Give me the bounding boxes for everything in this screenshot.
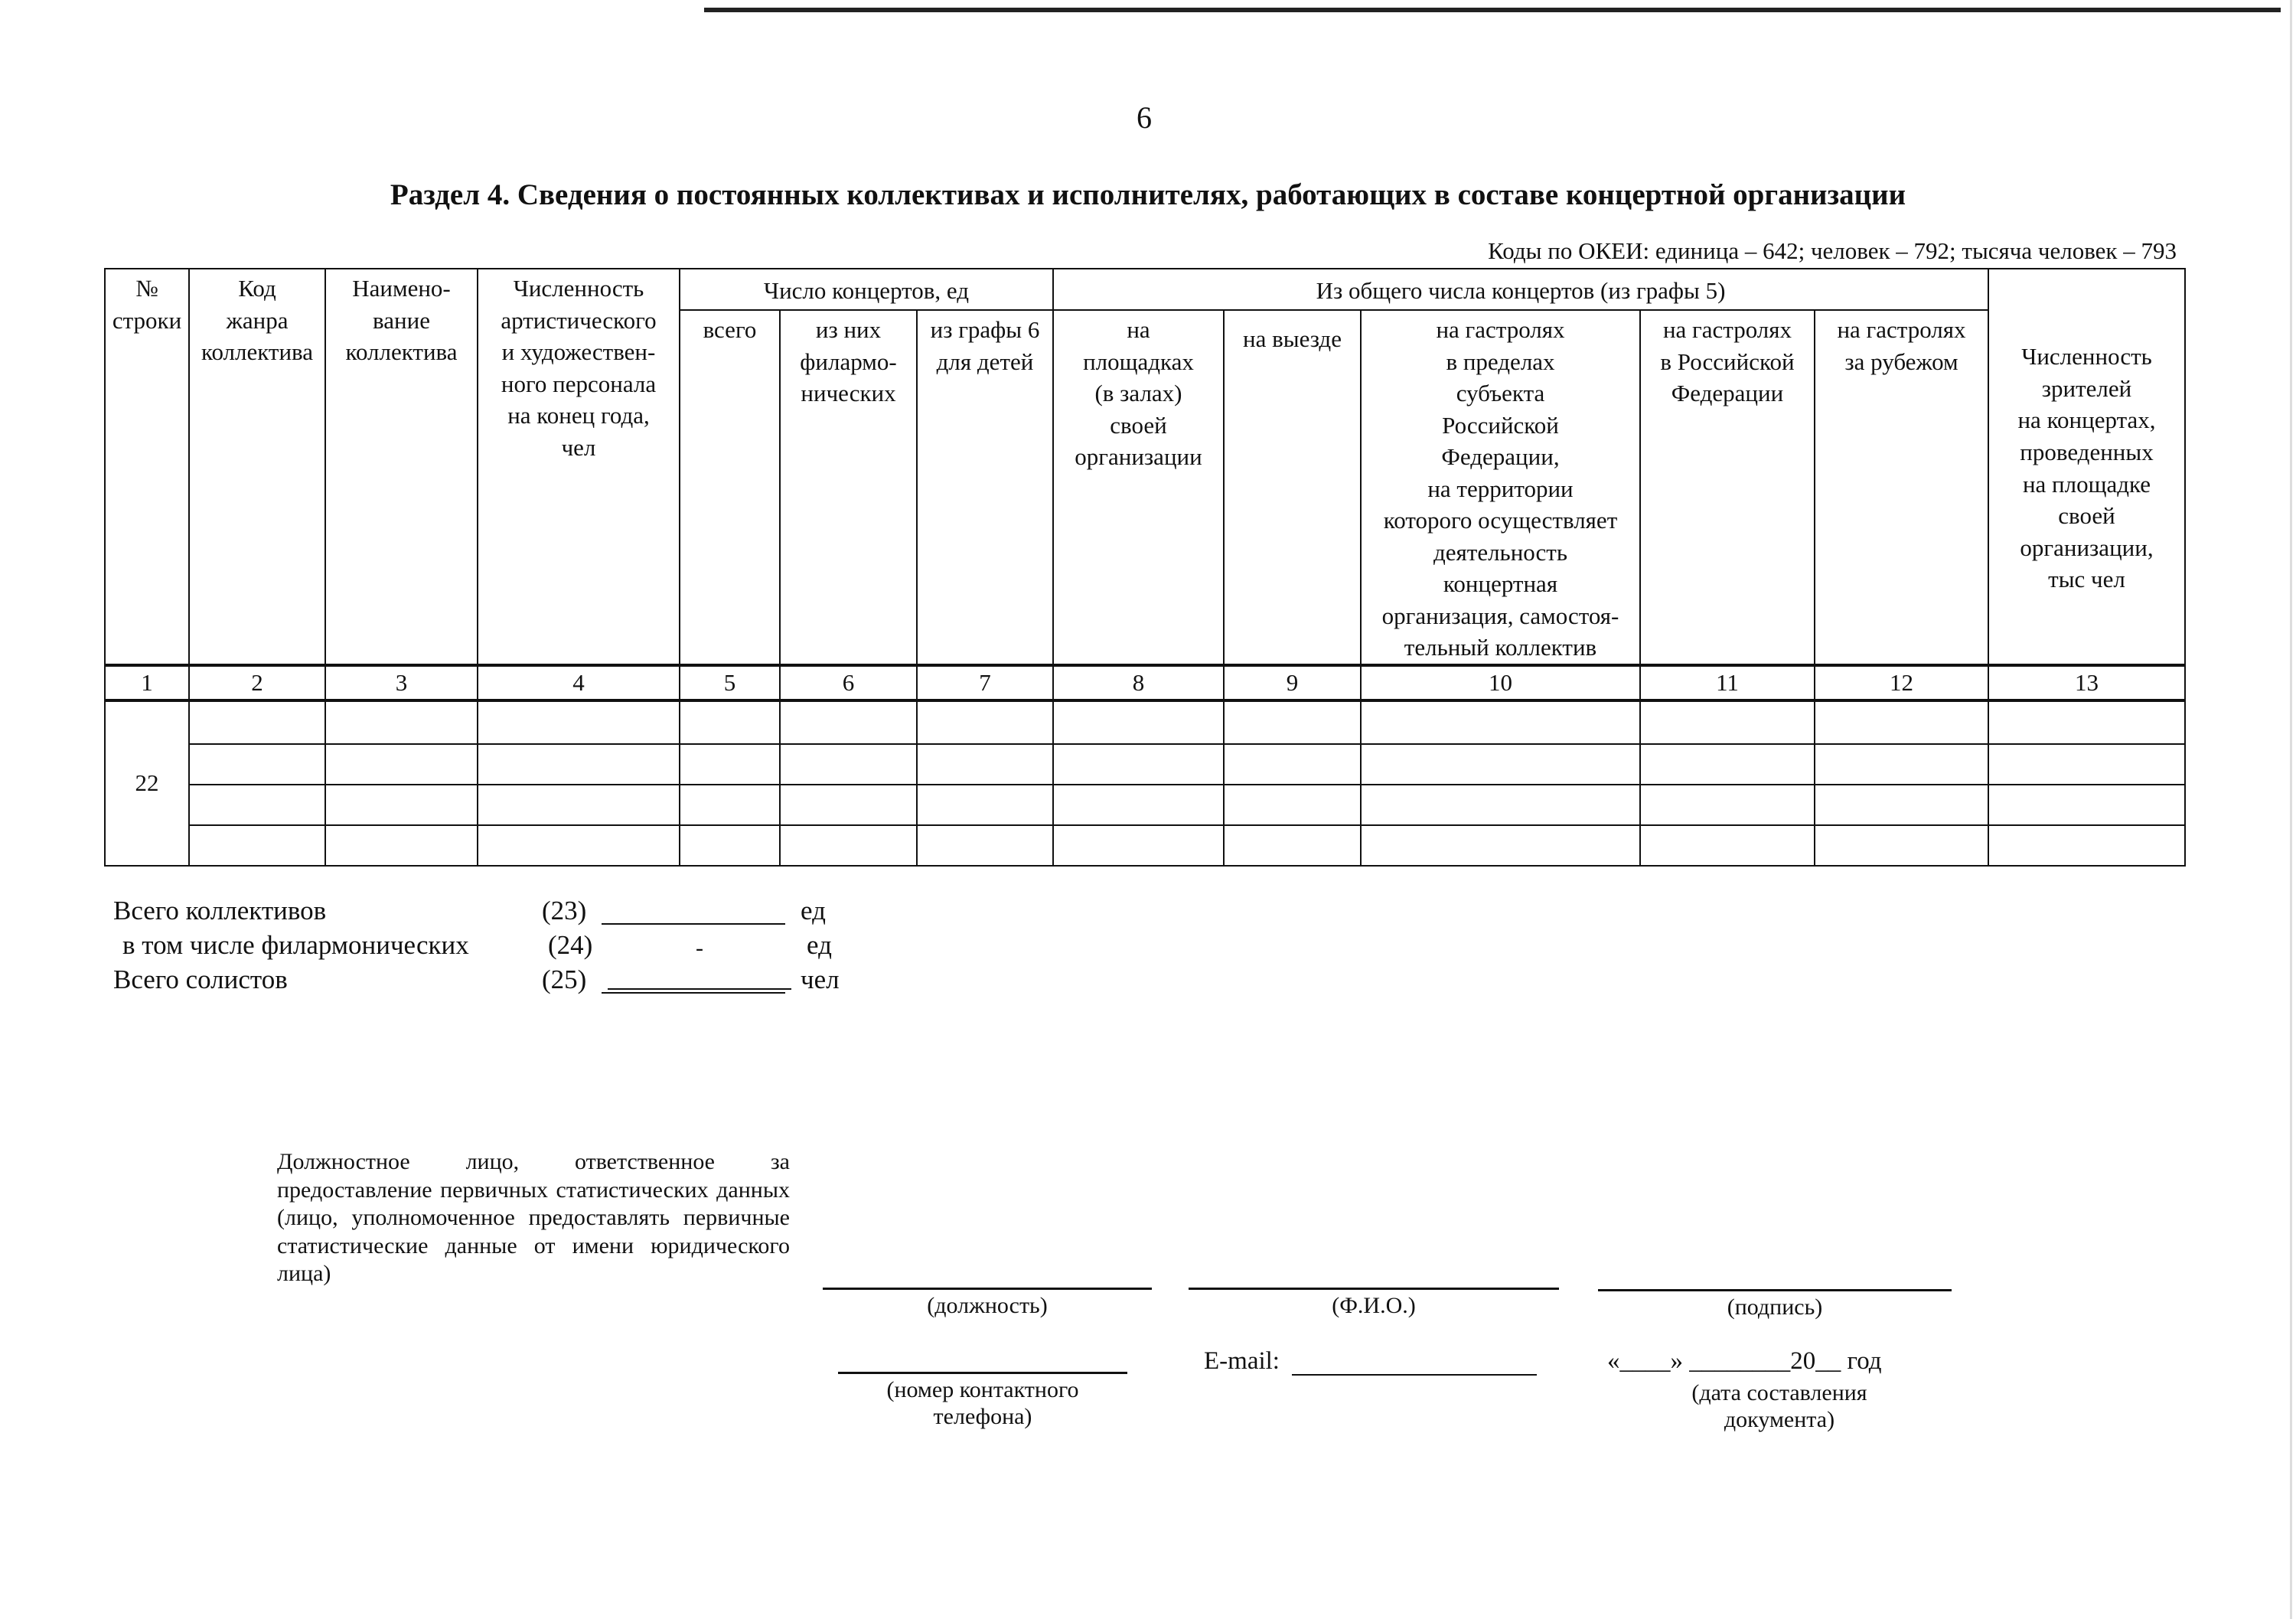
header-for-children	[917, 310, 1053, 665]
text-line: и художествен-	[501, 338, 656, 366]
total-label: Всего коллективов	[113, 896, 327, 925]
header-row-no	[105, 269, 189, 665]
text-line: площадках	[1083, 348, 1194, 375]
column-number: 10	[1361, 665, 1640, 700]
text-line: субъекта	[1456, 380, 1545, 407]
text-line: Численность	[513, 275, 644, 302]
total-unit: ед	[807, 930, 832, 960]
table-cell[interactable]	[680, 700, 780, 744]
header-concerts-group: Число концертов, ед	[680, 269, 1053, 310]
table-cell[interactable]	[1053, 785, 1224, 825]
table-cell[interactable]	[680, 825, 780, 866]
table-cell[interactable]	[478, 744, 680, 785]
header-tours-russia	[1640, 310, 1815, 665]
header-philharmonic	[780, 310, 917, 665]
table-cell[interactable]	[1640, 744, 1815, 785]
text-line: деятельность	[1433, 538, 1567, 566]
table-cell[interactable]	[325, 700, 478, 744]
table-cell[interactable]	[1815, 825, 1988, 866]
row-number-cell: 22	[105, 700, 189, 866]
total-value-field[interactable]	[602, 923, 785, 925]
table-cell[interactable]	[1361, 785, 1640, 825]
table-cell[interactable]	[189, 744, 325, 785]
column-number: 9	[1224, 665, 1361, 700]
header-genre-code	[189, 269, 325, 665]
okei-codes: Коды по ОКЕИ: единица – 642; человек – 792; тысяча человек – 793	[1488, 237, 2177, 264]
table-cell[interactable]	[780, 700, 917, 744]
header-lines	[106, 273, 188, 336]
text-line: Наимено-	[352, 275, 451, 302]
table-cell[interactable]	[1361, 744, 1640, 785]
table-cell[interactable]	[325, 744, 478, 785]
column-number: 3	[325, 665, 478, 700]
table-cell[interactable]	[917, 825, 1053, 866]
text-line: телефона)	[933, 1404, 1032, 1430]
page-edge	[2290, 0, 2292, 1619]
text-line: №	[135, 275, 158, 302]
column-number: 12	[1815, 665, 1988, 700]
text-line: Федерации	[1671, 380, 1784, 407]
text-line: на гастролях	[1662, 316, 1792, 343]
text-line: для детей	[936, 348, 1034, 375]
collectives-table	[104, 268, 2186, 867]
table-cell[interactable]	[917, 700, 1053, 744]
text-line: концертная	[1443, 570, 1558, 598]
phone-line[interactable]	[838, 1372, 1127, 1374]
total-value-field[interactable]	[602, 992, 785, 994]
table-cell[interactable]	[1224, 785, 1361, 825]
table-cell[interactable]	[478, 825, 680, 866]
header-personnel	[478, 269, 680, 665]
table-cell[interactable]	[780, 785, 917, 825]
table-cell[interactable]	[1053, 825, 1224, 866]
header-away	[1224, 310, 1361, 665]
text-line: которого осуществляет	[1383, 507, 1618, 534]
table-cell[interactable]	[680, 785, 780, 825]
table-cell[interactable]	[189, 700, 325, 744]
text-line: проведенных	[2020, 438, 2154, 465]
total-label: в том числе филармонических	[122, 930, 469, 960]
header-total-group: Из общего числа концертов (из графы 5)	[1053, 269, 1988, 310]
table-cell[interactable]	[1224, 744, 1361, 785]
table-cell[interactable]	[780, 825, 917, 866]
total-value-field[interactable]: -	[608, 958, 791, 990]
column-number: 2	[189, 665, 325, 700]
fio-label: (Ф.И.О.)	[1332, 1293, 1416, 1318]
signature-label: (подпись)	[1727, 1294, 1823, 1320]
text-line: вание	[373, 306, 430, 334]
header-tours-region	[1361, 310, 1640, 665]
text-line: документа)	[1724, 1407, 1835, 1433]
table-cell[interactable]	[1224, 825, 1361, 866]
table-cell[interactable]	[1815, 785, 1988, 825]
email-input-line[interactable]	[1292, 1351, 1537, 1376]
text-line: тельный коллектив	[1404, 634, 1597, 661]
table-cell[interactable]	[478, 785, 680, 825]
text-line: на выезде	[1243, 325, 1342, 352]
column-number: 13	[1988, 665, 2185, 700]
text-line: за рубежом	[1844, 348, 1958, 375]
column-number: 4	[478, 665, 680, 700]
text-line: артистического	[501, 306, 657, 334]
text-line: на гастролях	[1837, 316, 1966, 343]
email-field	[1204, 1347, 1537, 1376]
text-line: на концертах,	[2017, 406, 2156, 434]
table-cell[interactable]	[1640, 785, 1815, 825]
text-line: нических	[801, 380, 896, 407]
table-cell[interactable]	[1640, 700, 1815, 744]
date-field[interactable]: «____» ________20__ год	[1607, 1347, 1882, 1375]
text-line: (номер контактного	[886, 1377, 1079, 1402]
column-number: 11	[1640, 665, 1815, 700]
table-cell[interactable]	[1815, 744, 1988, 785]
date-label	[1653, 1379, 1906, 1434]
text-line: коллектива	[345, 338, 458, 366]
text-line: всего	[703, 316, 757, 343]
page-number: 6	[1137, 100, 1152, 135]
total-code: (24)	[548, 930, 593, 960]
text-line: тыс чел	[2048, 566, 2125, 593]
section-title: Раздел 4. Сведения о постоянных коллективах и исполнителях, работающих в составе концертной организации	[390, 178, 1906, 211]
header-own-venues	[1053, 310, 1224, 665]
table-cell[interactable]	[189, 825, 325, 866]
table-cell[interactable]	[680, 744, 780, 785]
responsible-official-text: Должностное лицо, ответственное за предоставление первичных статистических данных (лицо, уполномоченное предоставлять первичные статистические данные от имени юридического лица)	[277, 1149, 790, 1287]
text-line: на площадке	[2022, 470, 2151, 498]
table-cell[interactable]	[1988, 825, 2185, 866]
table-cell[interactable]	[917, 785, 1053, 825]
text-line: из графы 6	[930, 316, 1040, 343]
table-cell[interactable]	[1988, 785, 2185, 825]
text-line: Код	[238, 275, 276, 302]
text-line: на конец года,	[507, 402, 650, 429]
text-line: зрителей	[2041, 374, 2132, 402]
table-cell[interactable]	[1361, 700, 1640, 744]
text-line: (дата составления	[1691, 1380, 1867, 1405]
header-concerts-all	[680, 310, 780, 665]
table-cell[interactable]	[1053, 744, 1224, 785]
text-line: Федерации,	[1441, 443, 1560, 471]
table-cell[interactable]	[1988, 744, 2185, 785]
column-number: 6	[780, 665, 917, 700]
text-line: жанра	[226, 306, 289, 334]
text-line: филармо-	[800, 348, 897, 375]
position-line[interactable]	[823, 1288, 1152, 1290]
table-cell[interactable]	[325, 825, 478, 866]
text-line: ного персонала	[501, 370, 657, 397]
email-label: E-mail:	[1204, 1347, 1280, 1375]
total-code: (23)	[542, 896, 587, 925]
table-cell[interactable]	[478, 700, 680, 744]
header-tours-abroad	[1815, 310, 1988, 665]
fio-line[interactable]	[1189, 1288, 1559, 1290]
text-line: организация, самостоя-	[1381, 602, 1619, 629]
table-cell[interactable]	[1224, 700, 1361, 744]
column-number: 8	[1053, 665, 1224, 700]
text-line: организации,	[2020, 534, 2154, 561]
total-label: Всего солистов	[113, 965, 288, 994]
text-line: на гастролях	[1436, 316, 1565, 343]
text-line: своей	[2058, 502, 2115, 530]
text-line: организации	[1075, 443, 1202, 471]
header-name	[325, 269, 478, 665]
text-line: (в залах)	[1094, 380, 1182, 407]
phone-label	[838, 1376, 1127, 1431]
text-line: на	[1127, 316, 1150, 343]
table-cell[interactable]	[1988, 700, 2185, 744]
text-line: строки	[112, 306, 182, 334]
table-cell[interactable]	[1053, 700, 1224, 744]
table-cell[interactable]	[1640, 825, 1815, 866]
table-cell[interactable]	[189, 785, 325, 825]
top-rule	[704, 8, 2281, 12]
text-line: Российской	[1442, 411, 1559, 439]
column-numbers-row	[105, 665, 2185, 700]
column-number: 5	[680, 665, 780, 700]
text-line: чел	[561, 433, 596, 461]
table-cell[interactable]	[917, 744, 1053, 785]
table-cell[interactable]	[325, 785, 478, 825]
signature-line[interactable]	[1598, 1289, 1952, 1291]
text-line: в пределах	[1446, 348, 1555, 375]
text-line: коллектива	[201, 338, 314, 366]
total-unit: ед	[801, 896, 826, 925]
text-line: своей	[1110, 411, 1167, 439]
header-viewers	[1988, 269, 2185, 665]
text-line: из них	[815, 316, 882, 343]
column-number: 1	[105, 665, 189, 700]
column-number: 7	[917, 665, 1053, 700]
total-code: (25)	[542, 965, 587, 994]
table-cell[interactable]	[1361, 825, 1640, 866]
table-cell[interactable]	[1815, 700, 1988, 744]
text-line: Численность	[2021, 343, 2152, 370]
table-cell[interactable]	[780, 744, 917, 785]
position-label: (должность)	[927, 1293, 1048, 1318]
text-line: в Российской	[1660, 348, 1795, 375]
text-line: на территории	[1427, 475, 1574, 502]
total-unit: чел	[801, 965, 840, 994]
